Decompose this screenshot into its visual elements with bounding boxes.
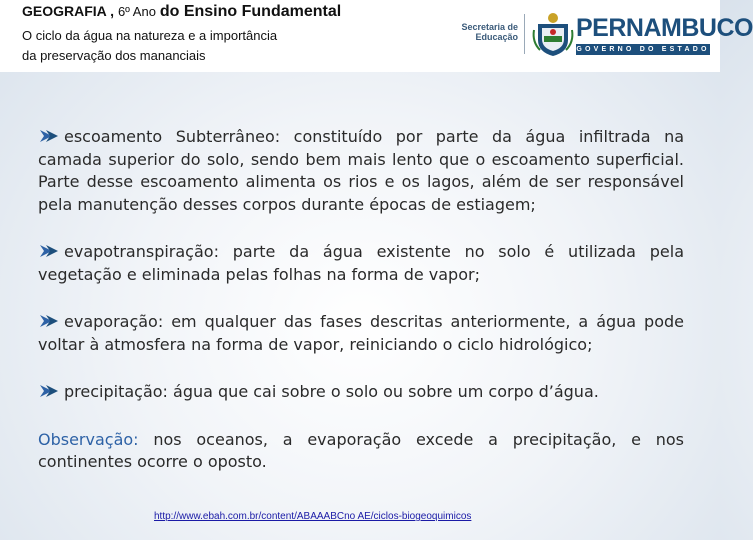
list-item — [38, 241, 684, 286]
level-label: do Ensino Fundamental — [159, 3, 342, 20]
item-term: escoamento Subterrâneo — [64, 127, 275, 146]
subtitle-line-1: O ciclo da água na natureza e a importância — [22, 28, 278, 43]
item-term: evapotranspiração — [64, 242, 214, 261]
list-item — [38, 126, 684, 216]
observation-label: Observação: — [38, 429, 139, 449]
observation-text: nos oceanos, a evaporação excede a precipitação, e nos continentes ocorre o oposto. — [38, 429, 684, 471]
logo-divider — [524, 14, 525, 54]
slide-content — [38, 126, 684, 474]
grade-label: 6º Ano — [117, 4, 156, 19]
coat-of-arms-icon — [532, 10, 574, 58]
arrow-bullet-icon — [38, 244, 60, 258]
item-term: evaporação — [64, 312, 158, 331]
header-subtitle — [22, 26, 277, 66]
government-band: GOVERNO DO ESTADO — [576, 46, 710, 53]
list-item — [38, 381, 684, 404]
government-logo — [452, 8, 753, 60]
header-title — [22, 3, 341, 21]
observation-paragraph — [38, 429, 684, 474]
subject-label: GEOGRAFIA , — [22, 3, 115, 19]
arrow-bullet-icon — [38, 129, 60, 143]
item-text: : em qualquer das fases descritas anteriormente, a água pode voltar à atmosfera na forma de vapor, reiniciando o ciclo hidrológico; — [38, 312, 684, 354]
item-text: : constituído por parte da água infiltrada na camada superior do solo, sendo bem mais lento que o escoamento superficial. Parte desse escoamento alimenta os rios e os lagos, além de ser responsável pela manutenção desses corpos durante épocas de estiagem; — [38, 127, 685, 214]
item-term: precipitação — [64, 382, 163, 401]
slide-header — [0, 0, 753, 72]
arrow-bullet-icon — [38, 384, 60, 398]
subtitle-line-2: da preservação dos mananciais — [22, 48, 206, 63]
item-text: : água que cai sobre o solo ou sobre um corpo d’água. — [162, 382, 599, 401]
secretaria-label — [452, 22, 518, 42]
state-name: PERNAMBUCO — [576, 14, 753, 42]
source-link[interactable]: http://www.ebah.com.br/content/ABAAABCno AE/ciclos-biogeoquimicos — [154, 511, 472, 522]
list-item — [38, 311, 684, 356]
secretaria-line-1: Secretaria de — [461, 22, 518, 32]
arrow-bullet-icon — [38, 314, 60, 328]
secretaria-line-2: Educação — [475, 32, 518, 42]
item-text: : parte da água existente no solo é utilizada pela vegetação e eliminada pelas folhas na forma de vapor; — [38, 242, 684, 284]
